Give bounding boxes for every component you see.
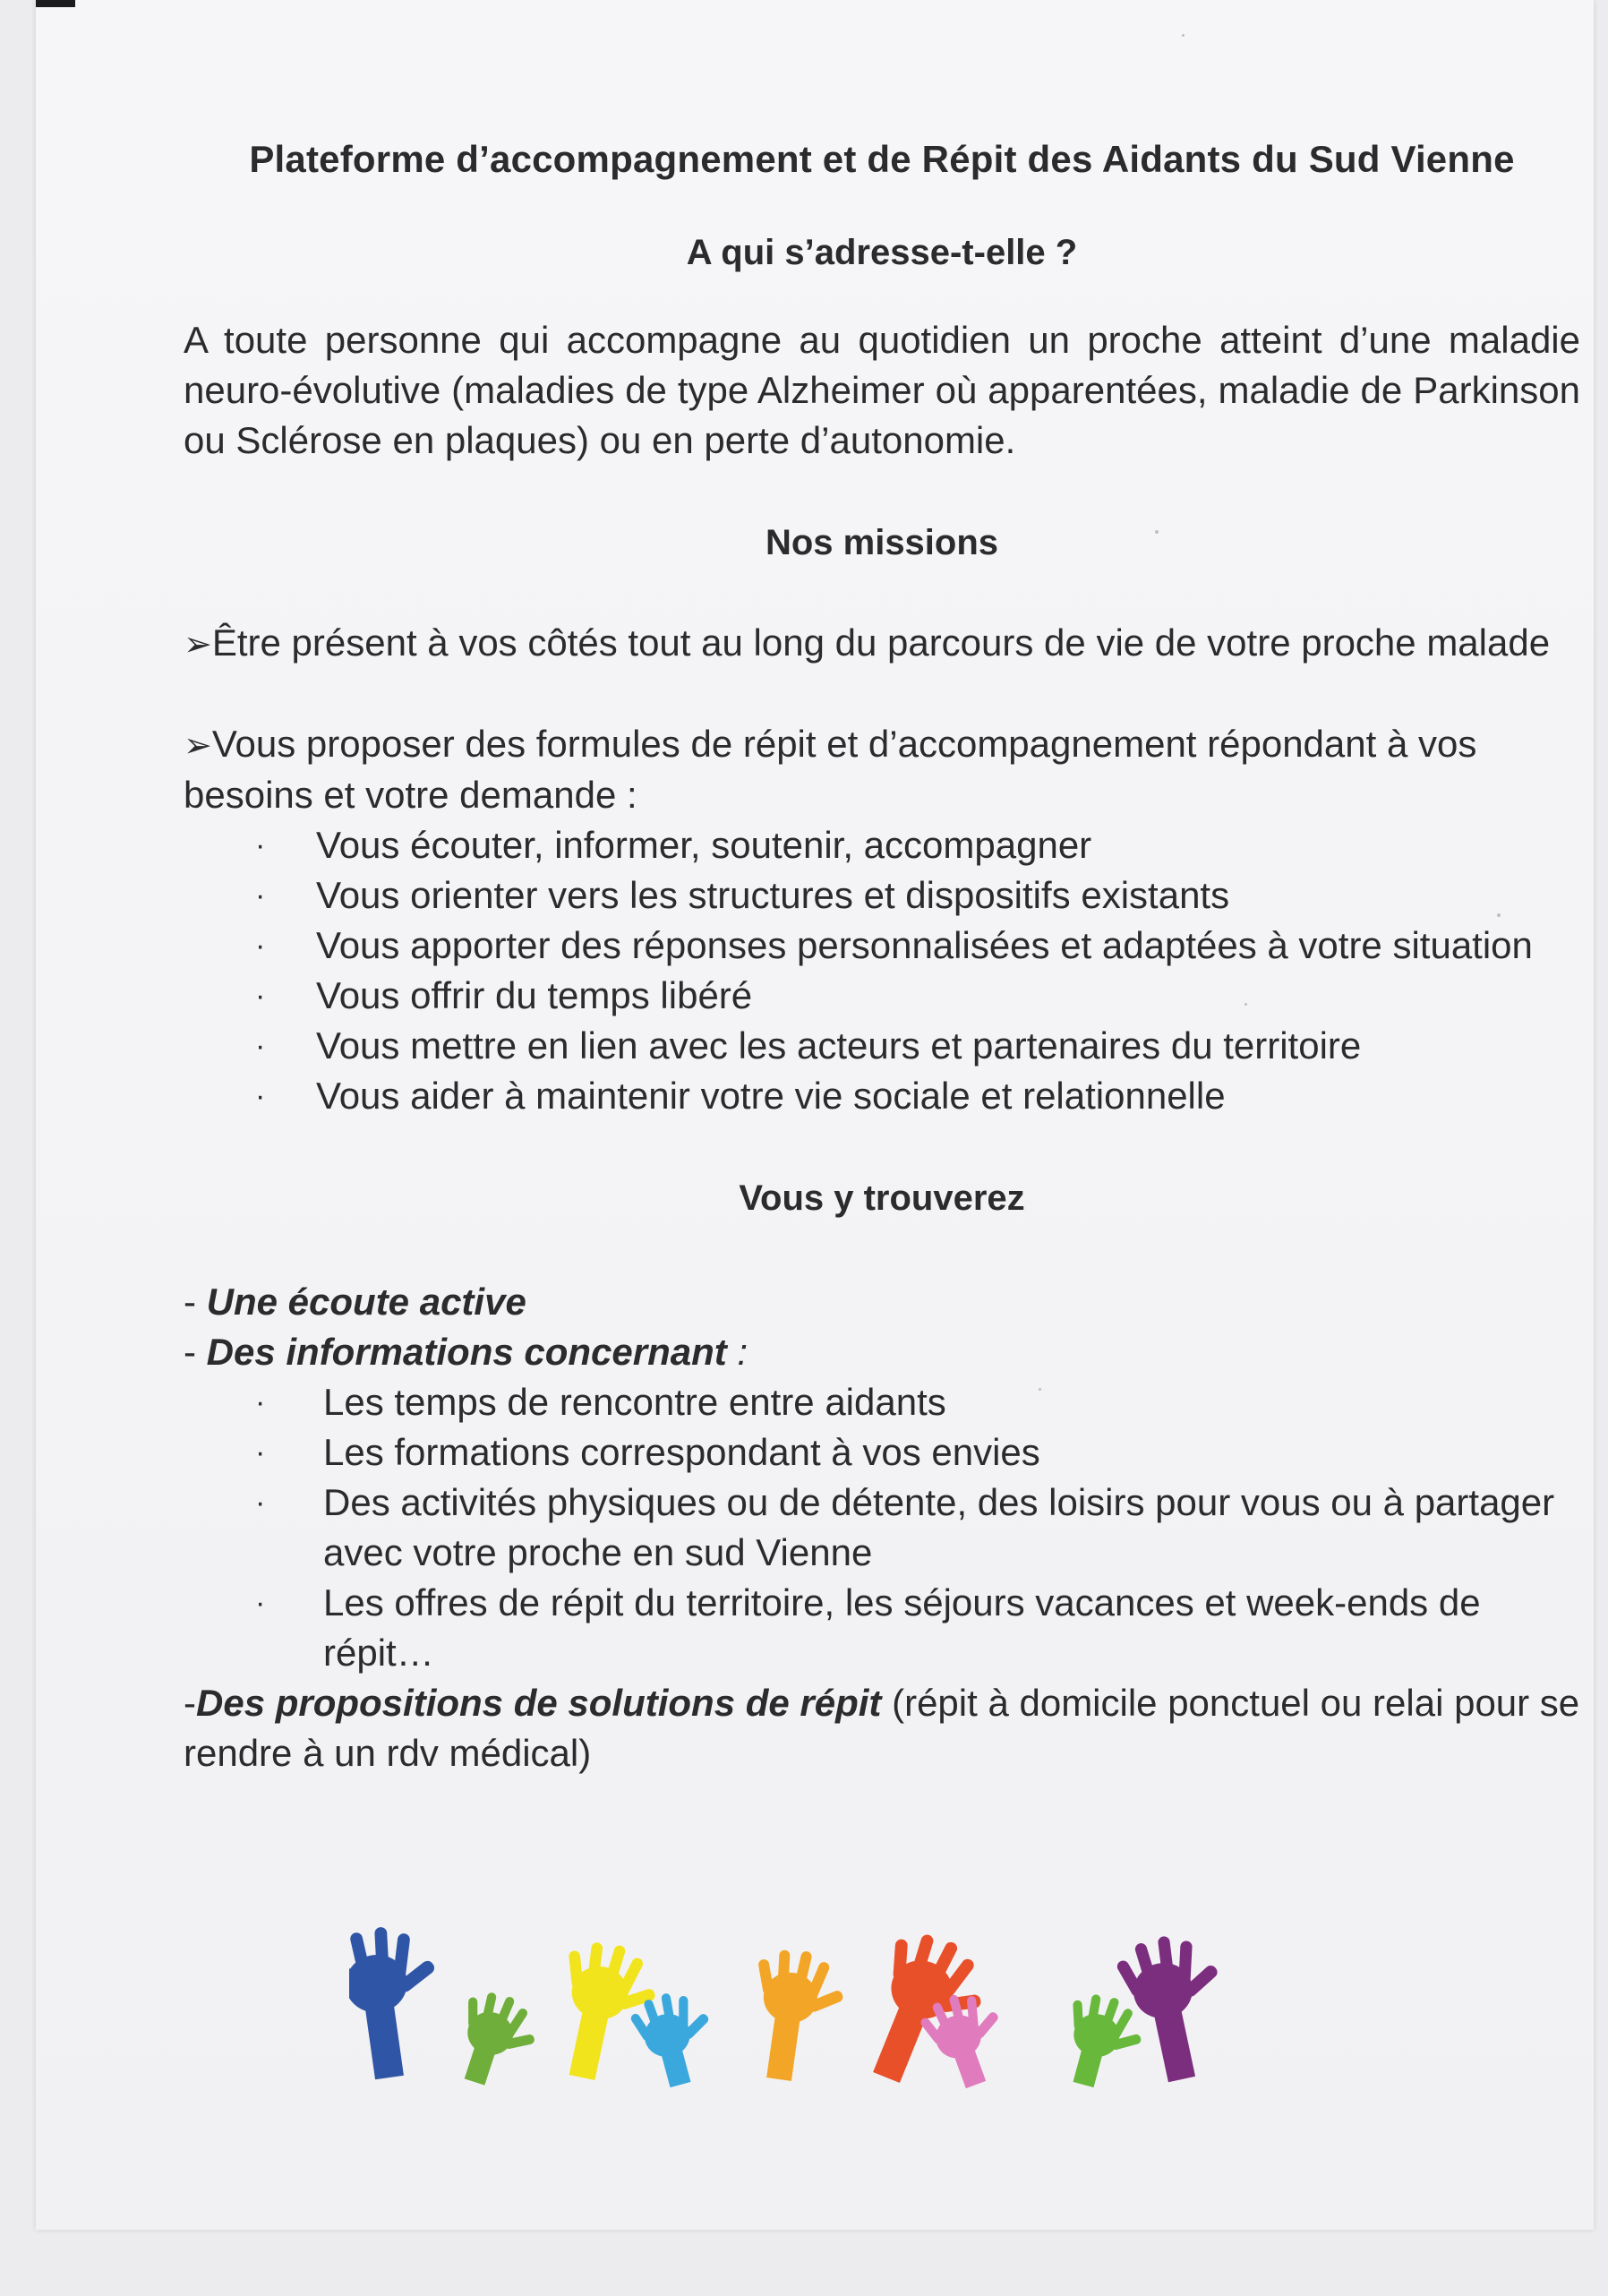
arrow-bullet-icon: ➢ — [184, 624, 212, 664]
bullet-dot-icon: · — [255, 1586, 266, 1620]
list-item: · Les temps de rencontre entre aidants — [184, 1377, 1580, 1427]
scan-speck — [1155, 530, 1159, 534]
bullet-dot-icon: · — [255, 1079, 266, 1113]
bullet-dot-icon: · — [255, 929, 266, 963]
audience-text: A toute personne qui accompagne au quotidien un proche atteint d’une maladie neuro-évolutive (maladies de type Alzheimer où apparentées, maladie de Parkinson ou Sclérose en plaques) ou en perte d’autonomie. — [184, 319, 1580, 461]
hand-shape — [1111, 1926, 1239, 2088]
find-item-2: - Des informations concernant : — [184, 1331, 748, 1373]
bullet-dot-icon: · — [255, 878, 266, 912]
hand-shape — [444, 1984, 546, 2095]
hand-shape — [349, 1925, 450, 2084]
mission-item-1 — [184, 618, 1580, 669]
list-item: · Des activités physiques ou de détente, des loisirs pour vous ou à partager avec votre proche en sud Vienne — [184, 1478, 1580, 1578]
bullet-dot-icon: · — [255, 1385, 266, 1419]
missions-heading: Nos missions — [765, 523, 999, 562]
info-list — [184, 1377, 1580, 1678]
mission-item-2 — [184, 719, 1580, 820]
arrow-bullet-icon: ➢ — [184, 725, 212, 765]
bullet-dot-icon: · — [255, 1435, 266, 1469]
list-item: · Vous orienter vers les structures et dispositifs existants — [184, 870, 1580, 921]
scan-speck — [1244, 1003, 1247, 1006]
list-item: · Vous apporter des réponses personnalisées et adaptées à votre situation — [184, 921, 1580, 971]
raised-hands-illustration — [349, 1925, 1424, 2095]
mission-text-1: Être présent à vos côtés tout au long du parcours de vie de votre proche malade — [211, 621, 1551, 664]
list-item: · Les formations correspondant à vos envies — [184, 1427, 1580, 1478]
list-item: · Les offres de répit du territoire, les séjours vacances et week-ends de répit… — [184, 1578, 1580, 1678]
mission-text-2: Vous proposer des formules de répit et d’accompagnement répondant à vos besoins et votre demande : — [184, 723, 1477, 816]
scan-speck — [1182, 34, 1185, 37]
list-item: · Vous écouter, informer, soutenir, accompagner — [184, 820, 1580, 870]
document-title: Plateforme d’accompagnement et de Répit des Aidants du Sud Vienne — [249, 138, 1515, 180]
find-heading: Vous y trouverez — [739, 1178, 1025, 1218]
audience-heading: A qui s’adresse-t-elle ? — [686, 233, 1078, 272]
find-item-3: -Des propositions de solutions de répit (répit à domicile ponctuel ou relai pour se rendre à un rdv médical) — [184, 1682, 1580, 1774]
bullet-dot-icon: · — [255, 979, 266, 1013]
list-item: · Vous offrir du temps libéré — [184, 971, 1580, 1021]
find-item-1: - Une écoute active — [184, 1281, 526, 1323]
document-body — [184, 134, 1580, 1778]
scan-speck — [1497, 913, 1501, 917]
list-item: · Vous mettre en lien avec les acteurs et partenaires du territoire — [184, 1021, 1580, 1071]
bullet-dot-icon: · — [255, 828, 266, 862]
bullet-dot-icon: · — [255, 1029, 266, 1063]
hand-shape — [741, 1944, 851, 2086]
bullet-dot-icon: · — [255, 1486, 266, 1520]
mission-list — [184, 820, 1580, 1121]
scan-speck — [1039, 1388, 1041, 1391]
scan-edge-mark — [36, 0, 75, 7]
document-page — [36, 0, 1594, 2230]
list-item: · Vous aider à maintenir votre vie sociale et relationnelle — [184, 1071, 1580, 1121]
